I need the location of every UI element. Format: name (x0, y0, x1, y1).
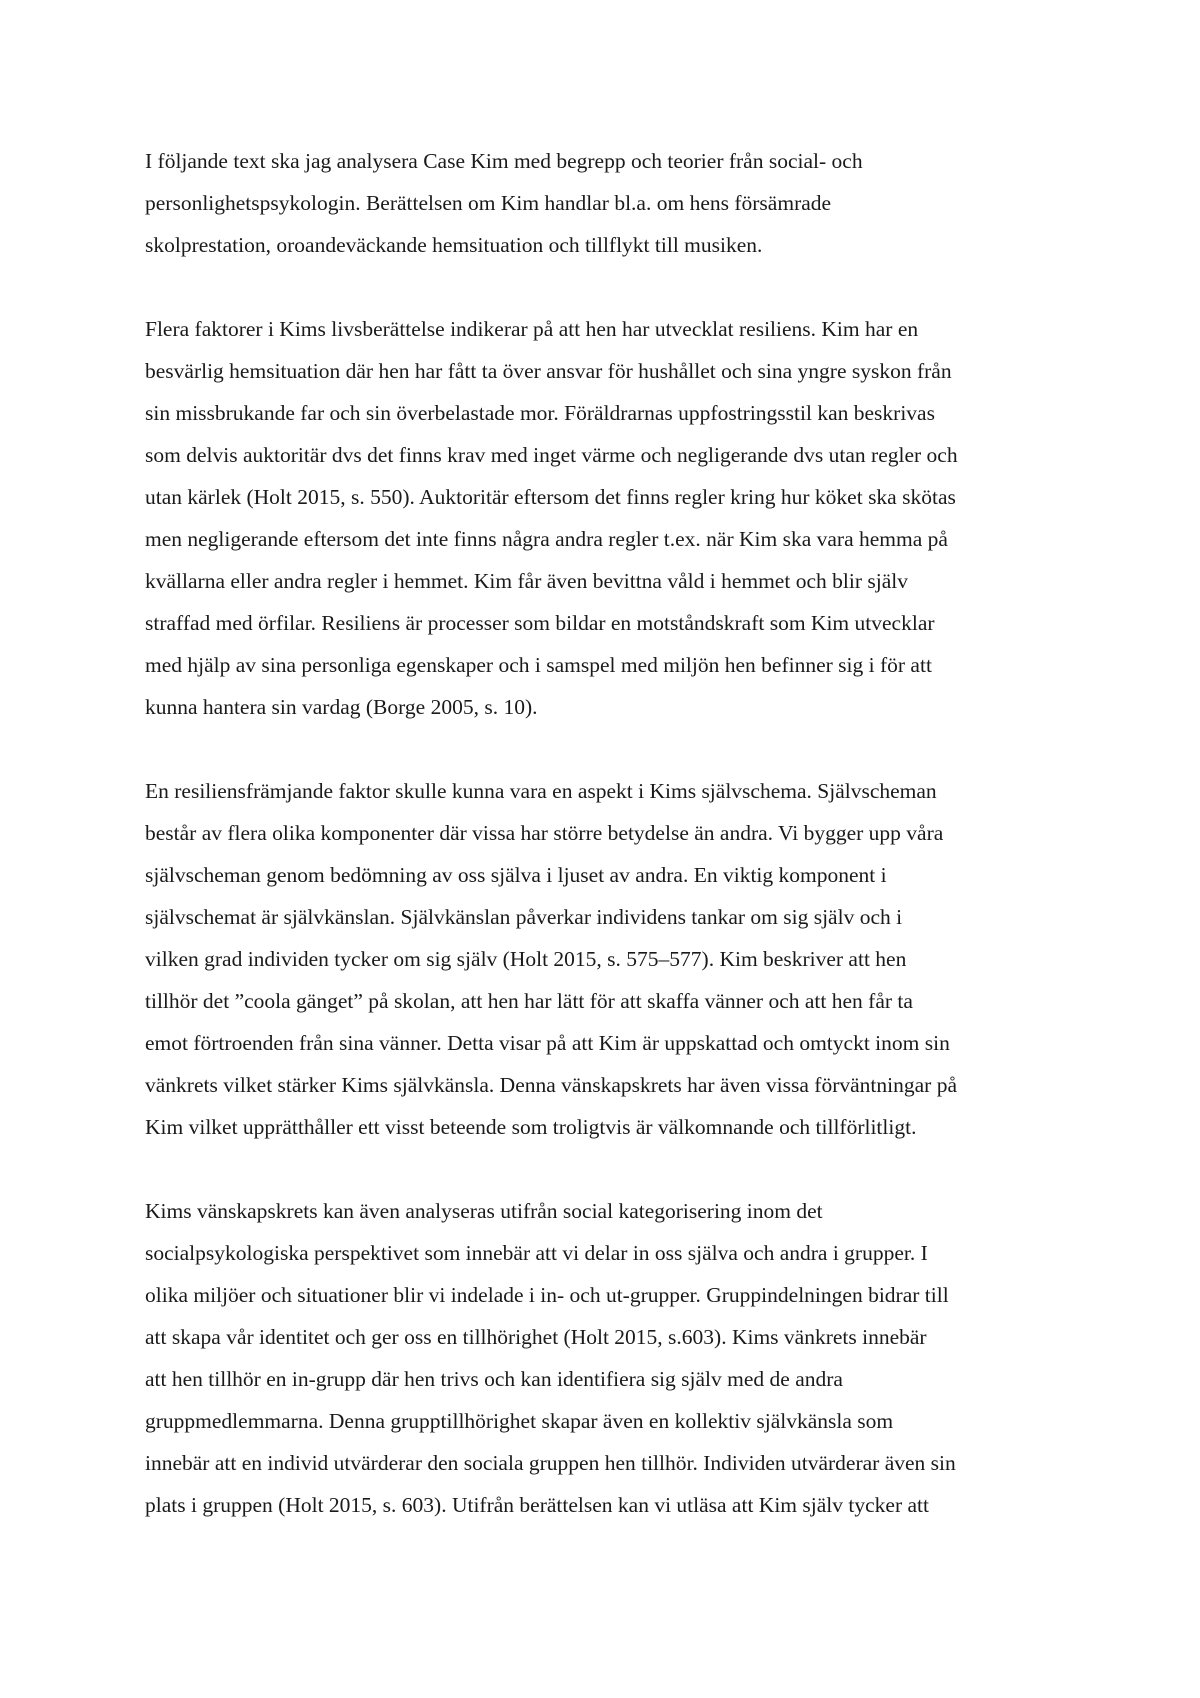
text-line: besvärlig hemsituation där hen har fått ta över ansvar för hushållet och sina yngre syskon från (145, 359, 952, 383)
text-line: vilken grad individen tycker om sig själv (Holt 2015, s. 575–577). Kim beskriver att hen (145, 947, 907, 971)
text-line: att hen tillhör en in-grupp där hen trivs och kan identifiera sig själv med de andra (145, 1367, 843, 1391)
text-line: olika miljöer och situationer blir vi indelade i in- och ut-grupper. Gruppindelningen bidrar till (145, 1283, 949, 1307)
paragraph-introduction (145, 140, 1075, 266)
text-line: självschemat är självkänslan. Självkänslan påverkar individens tankar om sig själv och i (145, 905, 903, 929)
text-line: som delvis auktoritär dvs det finns krav med inget värme och negligerande dvs utan regler och (145, 443, 958, 467)
paragraph-social-kategorisering (145, 1190, 1075, 1526)
paragraph-sjalvschema (145, 770, 1075, 1148)
text-line: utan kärlek (Holt 2015, s. 550). Auktoritär eftersom det finns regler kring hur köket ska skötas (145, 485, 956, 509)
text-line: tillhör det ”coola gänget” på skolan, att hen har lätt för att skaffa vänner och att hen får ta (145, 989, 913, 1013)
text-line: straffad med örfilar. Resiliens är processer som bildar en motståndskraft som Kim utvecklar (145, 611, 935, 635)
text-line: personlighetspsykologin. Berättelsen om Kim handlar bl.a. om hens försämrade (145, 191, 832, 215)
text-line: emot förtroenden från sina vänner. Detta visar på att Kim är uppskattad och omtyckt inom sin (145, 1031, 950, 1055)
text-line: Flera faktorer i Kims livsberättelse indikerar på att hen har utvecklat resiliens. Kim har en (145, 317, 919, 341)
text-line: gruppmedlemmarna. Denna grupptillhörighet skapar även en kollektiv självkänsla som (145, 1409, 894, 1433)
text-line: socialpsykologiska perspektivet som innebär att vi delar in oss själva och andra i grupper. I (145, 1241, 928, 1265)
text-line: vänkrets vilket stärker Kims självkänsla. Denna vänskapskrets har även vissa förväntningar på (145, 1073, 957, 1097)
text-line: En resiliensfrämjande faktor skulle kunna vara en aspekt i Kims självschema. Självscheman (145, 779, 937, 803)
text-line: kvällarna eller andra regler i hemmet. Kim får även bevittna våld i hemmet och blir själv (145, 569, 908, 593)
text-line: I följande text ska jag analysera Case Kim med begrepp och teorier från social- och (145, 149, 863, 173)
text-line: självscheman genom bedömning av oss själva i ljuset av andra. En viktig komponent i (145, 863, 887, 887)
text-line: att skapa vår identitet och ger oss en tillhörighet (Holt 2015, s.603). Kims vänkrets innebär (145, 1325, 927, 1349)
text-line: Kim vilket upprätthåller ett visst beteende som troligtvis är välkomnande och tillförlitligt. (145, 1115, 917, 1139)
text-line: innebär att en individ utvärderar den sociala gruppen hen tillhör. Individen utvärderar även sin (145, 1451, 956, 1475)
text-line: kunna hantera sin vardag (Borge 2005, s. 10). (145, 695, 538, 719)
paragraph-resiliens (145, 308, 1075, 728)
text-line: sin missbrukande far och sin överbelastade mor. Föräldrarnas uppfostringsstil kan beskrivas (145, 401, 935, 425)
text-line: men negligerande eftersom det inte finns några andra regler t.ex. när Kim ska vara hemma på (145, 527, 948, 551)
text-line: med hjälp av sina personliga egenskaper och i samspel med miljön hen befinner sig i för att (145, 653, 932, 677)
text-line: plats i gruppen (Holt 2015, s. 603). Utifrån berättelsen kan vi utläsa att Kim själv tycker att (145, 1493, 929, 1517)
text-line: skolprestation, oroandeväckande hemsituation och tillflykt till musiken. (145, 233, 763, 257)
document-body (145, 140, 1075, 1526)
text-line: Kims vänskapskrets kan även analyseras utifrån social kategorisering inom det (145, 1199, 823, 1223)
text-line: består av flera olika komponenter där vissa har större betydelse än andra. Vi bygger upp våra (145, 821, 944, 845)
